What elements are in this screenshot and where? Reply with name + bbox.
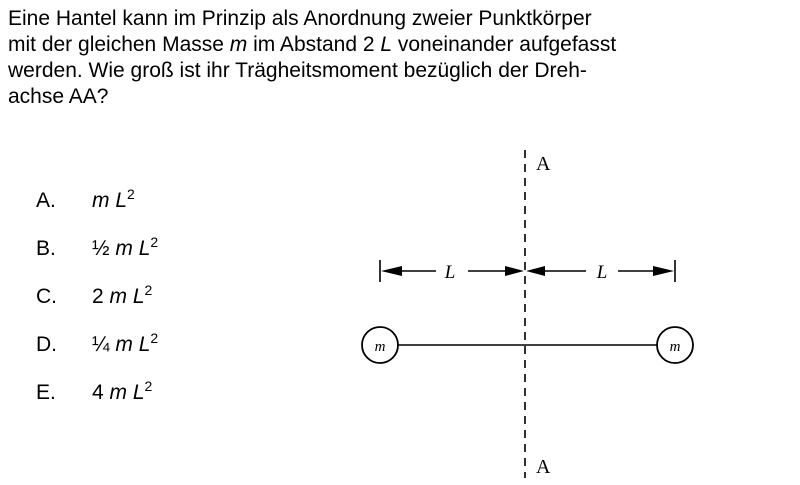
formula-length: L	[115, 189, 128, 212]
question-line-1: Eine Hantel kann im Prinzip als Anordnung zweier Punktkörper	[8, 7, 592, 30]
answer-formula	[92, 186, 135, 213]
question-line-2-end: voneinander aufgefasst	[392, 33, 617, 56]
formula-mass: m	[115, 237, 133, 260]
axis-label-top: A	[536, 153, 551, 175]
formula-prefix: 2	[92, 285, 110, 308]
formula-mass: m	[92, 189, 110, 212]
answer-letter: A.	[36, 189, 56, 212]
formula-prefix: ½	[92, 237, 116, 260]
right-mass-label: m	[669, 339, 681, 355]
answer-formula	[92, 234, 159, 261]
formula-mass: m	[109, 285, 128, 308]
formula-mass: m	[109, 381, 128, 404]
formula-length: L	[138, 237, 151, 260]
answer-formula	[92, 282, 153, 309]
formula-length: L	[138, 333, 151, 356]
formula-exponent: 2	[144, 282, 153, 298]
question-line-2	[8, 32, 794, 58]
formula-prefix: ¼	[92, 333, 116, 356]
formula-length: L	[132, 285, 145, 308]
answer-letter: B.	[36, 237, 56, 260]
formula-exponent: 2	[150, 234, 159, 250]
answer-letter: E.	[36, 381, 56, 404]
left-mass-label: m	[374, 339, 386, 355]
axis-label-bottom: A	[536, 456, 551, 478]
dumbbell-diagram	[350, 140, 700, 485]
question-line-2-middle: im Abstand 2	[247, 33, 381, 56]
question-line-4: achse AA?	[8, 85, 109, 108]
length-symbol: L	[380, 33, 393, 56]
formula-exponent: 2	[150, 330, 159, 346]
formula-exponent: 2	[127, 186, 135, 202]
right-distance-label: L	[596, 262, 608, 283]
answer-letter: D.	[36, 333, 57, 356]
answer-formula	[92, 330, 159, 357]
answer-letter: C.	[36, 285, 57, 308]
answer-formula	[92, 378, 153, 405]
question-text	[8, 6, 794, 110]
formula-mass: m	[115, 333, 133, 356]
formula-exponent: 2	[144, 378, 153, 394]
question-line-3: werden. Wie groß ist ihr Trägheitsmoment bezüglich der Dreh-	[8, 59, 587, 82]
question-line-2-start: mit der gleichen Masse	[8, 33, 230, 56]
formula-length: L	[132, 381, 145, 404]
left-distance-label: L	[444, 262, 456, 283]
mass-symbol: m	[229, 33, 248, 56]
formula-prefix: 4	[92, 381, 110, 404]
